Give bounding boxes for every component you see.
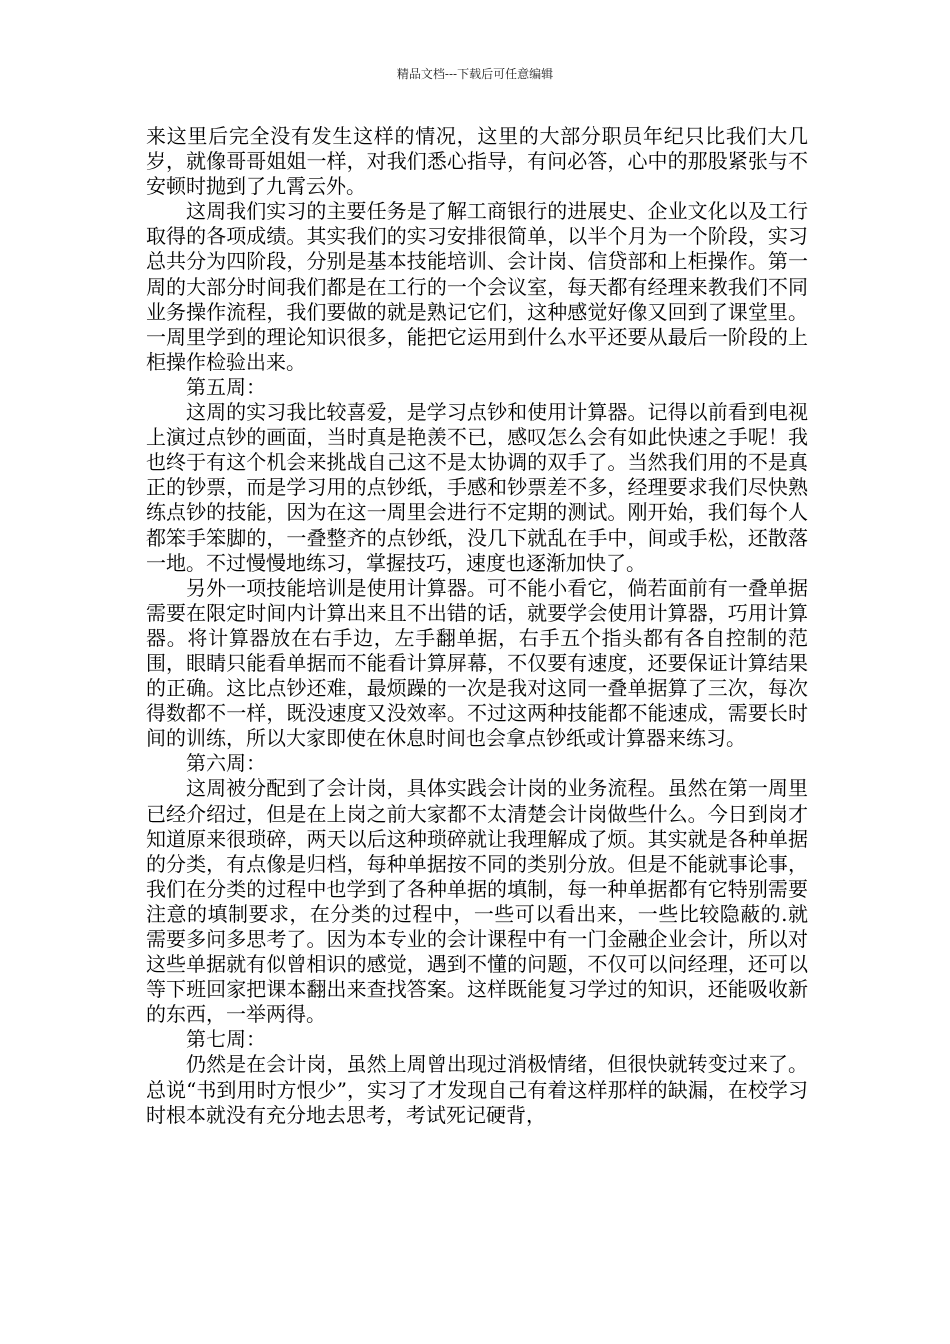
heading-week-seven: 第七周： xyxy=(186,1027,266,1052)
paragraph-week-five-calculator: 另外一项技能培训是使用计算器。可不能小看它，倘若面前有一叠单据需要在限定时间内计算出来且不出错的话，就要学会使用计算器，巧用计算器。将计算器放在右手边，左手翻单据，右手五个指头都有各自控制的范围，眼睛只能看单据而不能看计算屏幕，不仅要有速度，还要保证计算结果的正确。这比点钞还难，最烦躁的一次是我对这同一叠单据算了三次，每次得数都不一样，既没速度又没效率。不过这两种技能都不能速成，需要长时间的训练，所以大家即使在休息时间也会拿点钞纸或计算器来练习。 xyxy=(146,575,808,751)
paragraph-week-seven: 仍然是在会计岗，虽然上周曾出现过消极情绪，但很快就转变过来了。总说“书到用时方恨少”，实习了才发现自己有着这样那样的缺漏，在校学习时根本就没有充分地去思考，考试死记硬背， xyxy=(146,1052,808,1127)
paragraph-continued: 来这里后完全没有发生这样的情况，这里的大部分职员年纪只比我们大几岁，就像哥哥姐姐一样，对我们悉心指导，有问必答，心中的那股紧张与不安顿时抛到了九霄云外。 xyxy=(146,124,808,199)
paragraph-week-five-cash-counting: 这周的实习我比较喜爱，是学习点钞和使用计算器。记得以前看到电视上演过点钞的画面，当时真是艳羡不已，感叹怎么会有如此快速之手呢！我也终于有这个机会来挑战自己这不是太协调的双手了。当然我们用的不是真正的钞票，而是学习用的点钞纸，手感和钞票差不多，经理要求我们尽快熟练点钞的技能，因为在这一周里会进行不定期的测试。刚开始，我们每个人都笨手笨脚的，一叠整齐的点钞纸，没几下就乱在手中，间或手松，还散落一地。不过慢慢地练习，掌握技巧，速度也逐渐加快了。 xyxy=(146,400,808,575)
document-body xyxy=(146,124,808,1128)
page-header: 精品文档---下载后可任意编辑 xyxy=(396,67,554,81)
paragraph-week-six: 这周被分配到了会计岗，具体实践会计岗的业务流程。虽然在第一周里已经介绍过，但是在上岗之前大家都不太清楚会计岗做些什么。今日到岗才知道原来很琐碎，两天以后这种琐碎就让我理解成了烦。其实就是各种单据的分类，有点像是归档，每种单据按不同的类别分放。但是不能就事论事，我们在分类的过程中也学到了各种单据的填制，每一种单据都有它特别需要注意的填制要求，在分类的过程中，一些可以看出来，一些比较隐蔽的.就需要多问多思考了。因为本专业的会计课程中有一门金融企业会计，所以对这些单据就有似曾相识的感觉，遇到不懂的问题，不仅可以问经理，还可以等下班回家把课本翻出来查找答案。这样既能复习学过的知识，还能吸收新的东西，一举两得。 xyxy=(146,776,808,1027)
paragraph-first-week: 这周我们实习的主要任务是了解工商银行的进展史、企业文化以及工行取得的各项成绩。其实我们的实习安排很简单，以半个月为一个阶段，实习总共分为四阶段，分别是基本技能培训、会计岗、信贷部和上柜操作。第一周的大部分时间我们都是在工行的一个会议室，每天都有经理来教我们不同业务操作流程，我们要做的就是熟记它们，这种感觉好像又回到了课堂里。一周里学到的理论知识很多，能把它运用到什么水平还要从最后一阶段的上柜操作检验出来。 xyxy=(146,199,808,374)
heading-week-six: 第六周： xyxy=(186,751,266,776)
heading-week-five: 第五周： xyxy=(186,374,266,399)
